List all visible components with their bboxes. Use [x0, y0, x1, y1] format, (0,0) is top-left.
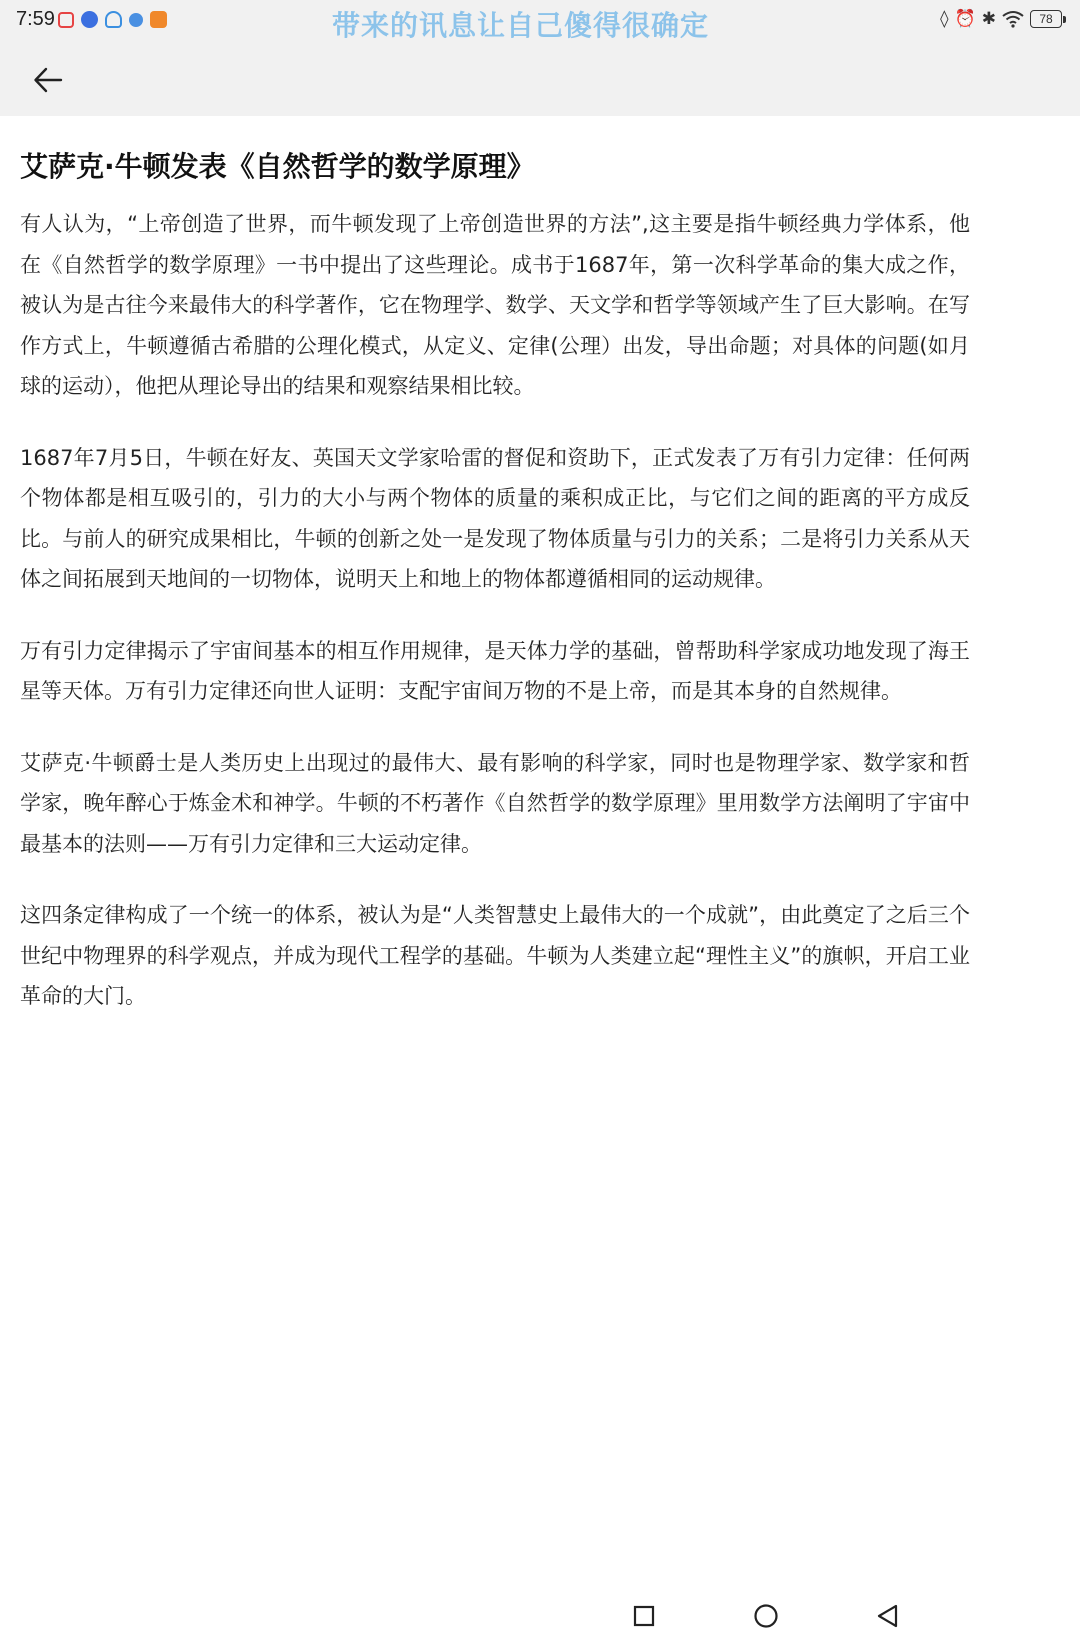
triangle-back-icon — [876, 1604, 900, 1628]
battery-icon: 78 — [1030, 10, 1062, 28]
music-ticker: 带来的讯息让自己傻得很确定 — [332, 9, 710, 42]
notification-icons — [58, 11, 167, 28]
article-paragraph: 万有引力定律揭示了宇宙间基本的相互作用规律，是天体力学的基础，曾帮助科学家成功地发现了海王星等天体。万有引力定律还向世人证明：支配宇宙间万物的不是上帝，而是其本身的自然规律。 — [20, 638, 970, 703]
recents-button[interactable] — [626, 1598, 662, 1634]
arrow-left-icon — [33, 67, 63, 93]
status-time: 7:59 — [16, 8, 55, 30]
nav-back-button[interactable] — [870, 1598, 906, 1634]
article-title: 艾萨克·牛顿发表《自然哲学的数学原理》 — [20, 150, 535, 183]
home-button[interactable] — [748, 1598, 784, 1634]
status-icons — [940, 9, 1062, 29]
system-nav-bar — [0, 1590, 1080, 1643]
back-button[interactable] — [24, 56, 72, 104]
bluetooth-icon: ✱ — [981, 9, 996, 29]
alarm-icon: ⏰ — [954, 9, 976, 29]
article-paragraph: 1687年7月5日，牛顿在好友、英国天文学家哈雷的督促和资助下，正式发表了万有引力定律：任何两个物体都是相互吸引的，引力的大小与两个物体的质量的乘积成正比，与它们之间的距离的平方成反比。与前人的研究成果相比，牛顿的创新之处一是发现了物体质量与引力的关系；二是将引力关系从天体之间拓展到天地间的一切物体，说明天上和地上的物体都遵循相同的运动规律。 — [20, 445, 970, 591]
wifi-icon — [1002, 10, 1024, 28]
globe-notification-icon — [129, 13, 143, 27]
header — [0, 44, 1080, 116]
app-notification-icon — [58, 12, 74, 28]
article-paragraph: 艾萨克·牛顿爵士是人类历史上出现过的最伟大、最有影响的科学家，同时也是物理学家、数学家和哲学家，晚年醉心于炼金术和神学。牛顿的不朽著作《自然哲学的数学原理》里用数学方法阐明了宇宙中最基本的法则——万有引力定律和三大运动定律。 — [20, 750, 970, 856]
article-paragraph: 有人认为，“上帝创造了世界，而牛顿发现了上帝创造世界的方法”,这主要是指牛顿经典力学体系，他在《自然哲学的数学原理》一书中提出了这些理论。成书于1687年，第一次科学革命的集大成之作，被认为是古往今来最伟大的科学著作，它在物理学、数学、天文学和哲学等领域产生了巨大影响。在写作方式上，牛顿遵循古希腊的公理化模式，从定义、定律(公理）出发，导出命题；对具体的问题(如月球的运动），他把从理论导出的结果和观察结果相比较。 — [20, 212, 970, 398]
cloud-notification-icon — [105, 11, 122, 28]
status-bar — [0, 0, 1080, 44]
article-content — [20, 146, 970, 1048]
browser-notification-icon — [81, 11, 98, 28]
square-icon — [633, 1605, 655, 1627]
vibrate-icon: ◊ — [940, 9, 949, 29]
circle-icon — [753, 1603, 779, 1629]
play-notification-icon — [150, 11, 167, 28]
article-paragraph: 这四条定律构成了一个统一的体系，被认为是“人类智慧史上最伟大的一个成就”，由此奠定了之后三个世纪中物理界的科学观点，并成为现代工程学的基础。牛顿为人类建立起“理性主义”的旗帜，开启工业革命的大门。 — [20, 903, 970, 1008]
